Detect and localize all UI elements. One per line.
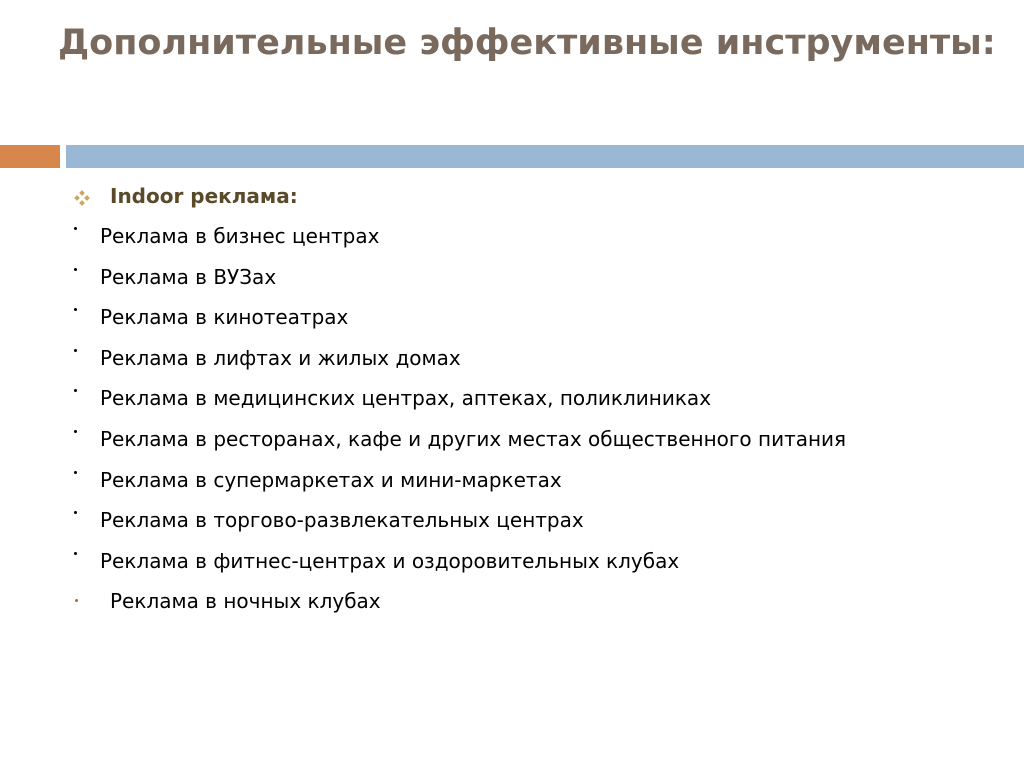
list-item-text: Реклама в кинотеатрах [100,305,349,330]
dot-bullet-icon [74,308,77,311]
list-item-text: Реклама в ресторанах, кафе и других местах общественного питания [100,426,847,451]
dot-bullet-icon [74,552,77,555]
section-heading-row [0,178,1024,218]
dot-bullet-icon [75,599,78,602]
list-item [0,299,1024,340]
dot-bullet-icon [74,471,77,474]
slide-title: Дополнительные эффективные инструменты: [58,23,996,63]
list-item [0,380,1024,421]
list-item [0,340,1024,381]
list-item-text: Реклама в бизнес центрах [100,224,380,248]
list-item-text: Реклама в лифтах и жилых домах [100,345,461,370]
diamond-bullet-icon [74,190,90,206]
list-item [0,543,1024,584]
dot-bullet-icon [74,349,77,352]
accent-bar-blue [66,145,1024,168]
list-item-text: Реклама в супермаркетах и мини-маркетах [100,467,562,492]
dot-bullet-icon [74,511,77,514]
list-item-text: Реклама в медицинских центрах, аптеках, поликлиниках [100,386,712,411]
dot-bullet-icon [74,227,77,230]
accent-bar-orange [0,145,60,168]
list-item [0,259,1024,300]
list-item [0,462,1024,503]
bullet-list [0,218,1024,624]
list-item-text: Реклама в фитнес-центрах и оздоровительных клубах [100,548,680,573]
list-item [0,583,1024,624]
list-item-text: Реклама в ночных клубах [110,589,381,614]
list-item [0,218,1024,259]
list-item-text: Реклама в торгово-развлекательных центрах [100,508,584,533]
section-heading: Indoor реклама: [110,184,298,208]
list-item [0,502,1024,543]
list-item-text: Реклама в ВУЗах [100,264,277,289]
dot-bullet-icon [74,389,77,392]
dot-bullet-icon [74,268,77,271]
list-item [0,421,1024,462]
dot-bullet-icon [74,430,77,433]
